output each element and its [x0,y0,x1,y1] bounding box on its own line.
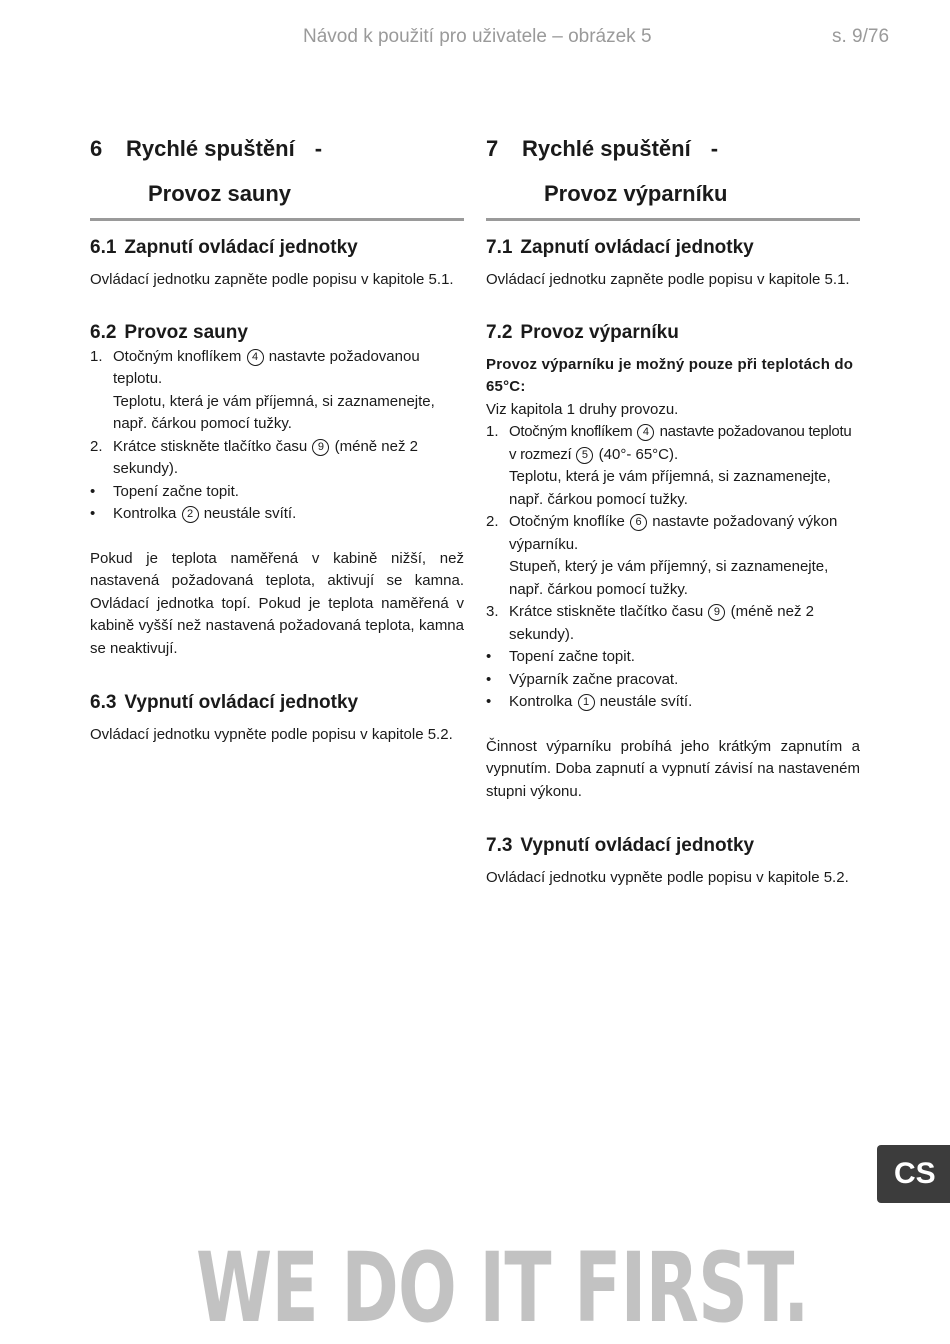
section-number: 6.2 [90,321,117,343]
bullet-list [486,646,860,714]
step-item [486,421,860,511]
bullet-text: Topení začne topit. [509,648,635,665]
footer-slogan: WE DO IT FIRST. [196,1232,809,1344]
section-7-2-heading [486,320,860,346]
section-6-1-heading [90,235,464,261]
section-6-1-text: Ovládací jednotku zapněte podle popisu v kapitole 5.1. [90,271,454,288]
section-6-3-text: Ovládací jednotku vypněte podle popisu v kapitole 5.2. [90,726,453,743]
step-note: Stupeň, který je vám příjemný, si zaznamenejte, např. čárkou pomocí tužky. [509,558,829,598]
bullet-text: Výparník začne pracovat. [509,670,679,688]
section-title: Zapnutí ovládací jednotky [124,237,358,258]
step-item [486,511,860,601]
left-column [90,126,464,747]
step-text: Krátce stiskněte tlačítko času [509,603,704,620]
bullet-mark: • [486,693,492,710]
step-text: Krátce stiskněte tlačítko času [113,437,308,455]
circled-number-4: 4 [247,349,264,366]
circled-number-4: 4 [637,424,654,441]
circled-number-5: 5 [576,447,593,464]
section-title: Provoz sauny [124,321,248,343]
bullet-item [486,691,860,714]
bullet-mark: • [486,670,492,688]
right-column [486,126,860,890]
step-text: Otočným knoflíkem [509,423,633,440]
step-text: Otočným knoflíkem [113,347,242,365]
chapter-dash: - [710,136,719,161]
bullet-list [90,481,464,526]
circled-number-9: 9 [708,604,725,621]
chapter-title: Rychlé spuštění [126,136,295,161]
step-item [90,346,464,436]
chapter-dash: - [314,136,323,161]
section-number: 7.1 [486,237,513,258]
step-number: 1. [90,347,103,365]
chapter-number: 7 [486,136,499,161]
steps-list [90,346,464,481]
section-number: 7.2 [486,321,513,343]
page-number: s. 9/76 [832,26,890,47]
chapter-number: 6 [90,136,103,161]
section-number: 6.1 [90,237,117,258]
section-7-1-text: Ovládací jednotku zapněte podle popisu v kapitole 5.1. [486,271,850,288]
step-text: (méně než 2 sekundy). [509,603,814,643]
temperature-note: Provoz výparníku je možný pouze při teplotách do 65°C: [486,355,854,395]
chapter-7-heading [486,126,860,216]
step-text: Otočným knoflíke [509,513,625,530]
bullet-text: neustále svítí. [203,505,297,522]
section-number: 7.3 [486,835,513,856]
step-number: 2. [486,513,499,530]
bullet-mark: • [486,648,492,665]
circled-number-1: 1 [578,694,595,711]
bullet-mark: • [90,505,96,522]
section-number: 6.3 [90,692,117,713]
chapter-title: Rychlé spuštění [522,136,691,161]
circled-number-6: 6 [630,514,647,531]
step-text: nastavte požadovaný výkon výparníku. [509,513,838,553]
bullet-text: Kontrolka [509,693,573,710]
section-6-2-heading [90,320,464,346]
step-note: Teplotu, která je vám příjemná, si zaznamenejte, např. čárkou pomocí tužky. [113,392,435,432]
step-text: (méně než 2 sekundy). [113,437,418,477]
chapter-divider [90,218,464,221]
bullet-mark: • [90,482,96,500]
paragraph: Činnost výparníku probíhá jeho krátkým zapnutím a vypnutím. Doba zapnutí a vypnutí závisí na nastaveném stupni výkonu. [486,737,860,800]
step-text: (40°- 65°C). [598,445,679,463]
step-number: 1. [486,423,499,440]
step-note: Teplotu, která je vám příjemná, si zaznamenejte, např. čárkou pomocí tužky. [509,468,831,508]
section-7-3-text: Ovládací jednotku vypněte podle popisu v kapitole 5.2. [486,869,849,886]
section-title: Provoz výparníku [520,321,679,343]
chapter-subtitle: Provoz sauny [148,181,292,206]
language-tab-label: CS [894,1157,936,1190]
step-number: 3. [486,603,499,620]
section-title: Vypnutí ovládací jednotky [520,835,755,856]
running-header-title: Návod k použití pro uživatele – obrázek 5 [303,26,652,47]
section-title: Zapnutí ovládací jednotky [520,237,754,258]
step-text: nastavte požadovanou teplotu. [113,347,420,387]
chapter-divider [486,218,860,221]
step-number: 2. [90,437,103,455]
section-7-3-heading [486,833,860,859]
circled-number-9: 9 [312,439,329,456]
language-tab [877,1145,950,1203]
section-7-1-heading [486,235,860,261]
step-item [486,601,860,646]
bullet-text: Topení začne topit. [113,482,239,500]
step-item [90,436,464,481]
steps-list [486,421,860,646]
circled-number-2: 2 [182,506,199,523]
bullet-text: neustále svítí. [599,693,693,710]
bullet-item [90,503,464,526]
bullet-item [90,481,464,504]
bullet-item [486,646,860,669]
bullet-item [486,669,860,692]
chapter-subtitle: Provoz výparníku [544,181,728,206]
reference-text: Viz kapitola 1 druhy provozu. [486,400,679,418]
section-title: Vypnutí ovládací jednotky [124,692,359,713]
paragraph: Pokud je teplota naměřená v kabině nižší, než nastavená požadovaná teplota, aktivují se kamna. Ovládací jednotka topí. Pokud je teplota naměřená v kabině vyšší než nastavená požadovaná teplota, kamna se neaktivují. [90,549,464,657]
bullet-text: Kontrolka [113,505,177,522]
section-6-3-heading [90,690,464,716]
step-text: nastavte požadovanou teplotu v rozmezí [509,423,852,463]
chapter-6-heading [90,126,464,216]
